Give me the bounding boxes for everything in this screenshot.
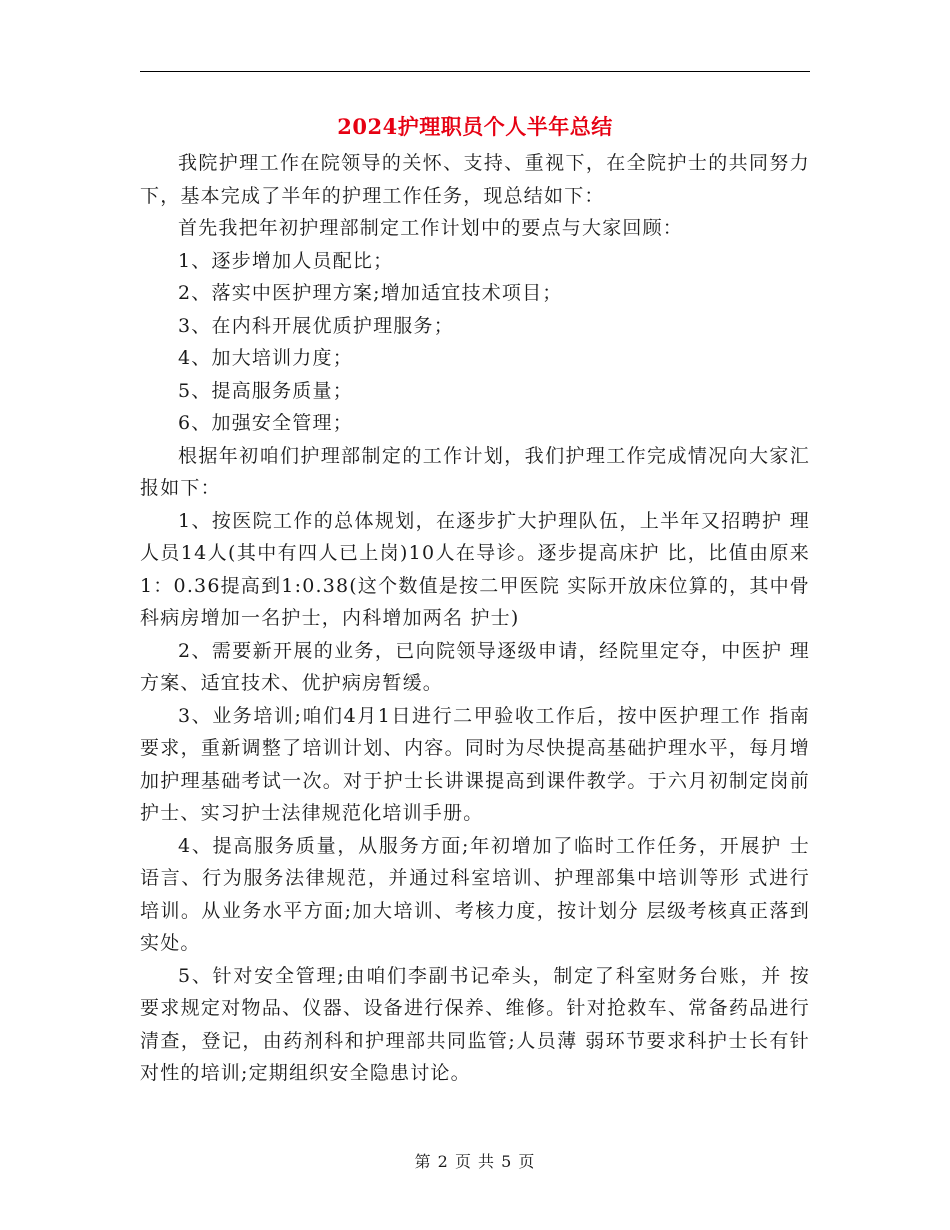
report-item-2: 2、需要新开展的业务，已向院领导逐级申请，经院里定夺，中医护 理方案、适宜技术、优护病房暂缓。 [140, 639, 810, 694]
document-body [140, 147, 810, 1090]
plan-item-6: 6、加强安全管理； [178, 412, 353, 434]
plan-item-4: 4、加大培训力度； [178, 347, 353, 369]
page-number-footer: 第 2 页 共 5 页 [414, 1152, 536, 1171]
report-item-3: 3、业务培训;咱们4月1日进行二甲验收工作后，按中医护理工作 指南要求，重新调整了培训计划、内容。同时为尽快提高基础护理水平，每月增加护理基础考试一次。对于护士长讲课提高到课件教学。于六月初制定岗前护士、实习护士法律规范化培训手册。 [140, 704, 810, 824]
paragraph-intro: 我院护理工作在院领导的关怀、支持、重视下，在全院护士的共同努力下，基本完成了半年的护理工作任务，现总结如下： [140, 152, 810, 207]
plan-item-3: 3、在内科开展优质护理服务； [178, 314, 454, 337]
plan-item-2: 2、落实中医护理方案;增加适宜技术项目； [178, 282, 563, 304]
report-item-4: 4、提高服务质量，从服务方面;年初增加了临时工作任务，开展护 士语言、行为服务法律规范，并通过科室培训、护理部集中培训等形 式进行培训。从业务水平方面;加大培训、考核力度，按计划分 层级考核真正落到实处。 [140, 834, 810, 954]
plan-item-5: 5、提高服务质量； [178, 379, 353, 402]
document-title: 2024护理职员个人半年总结 [337, 114, 613, 139]
report-item-5: 5、针对安全管理;由咱们李副书记牵头，制定了科室财务台账，并 按要求规定对物品、仪器、设备进行保养、维修。针对抢救车、常备药品进行清查，登记，由药剂科和护理部共同监管;人员薄 弱环节要求科护士长有针对性的培训;定期组织安全隐患讨论。 [140, 964, 810, 1084]
plan-item-1: 1、逐步增加人员配比； [178, 249, 394, 272]
header-rule [140, 71, 810, 72]
report-item-1: 1、按医院工作的总体规划，在逐步扩大护理队伍，上半年又招聘护 理人员14人(其中有四人已上岗)10人在导诊。逐步提高床护 比，比值由原来1：0.36提高到1:0.38(这个数值是按二甲医院 实际开放床位算的，其中骨科病房增加一名护士，内科增加两名 护士) [140, 509, 810, 629]
paragraph-review-lead: 首先我把年初护理部制定工作计划中的要点与大家回顾： [178, 217, 684, 239]
paragraph-report-lead: 根据年初咱们护理部制定的工作计划，我们护理工作完成情况向大家汇报如下： [140, 444, 810, 499]
